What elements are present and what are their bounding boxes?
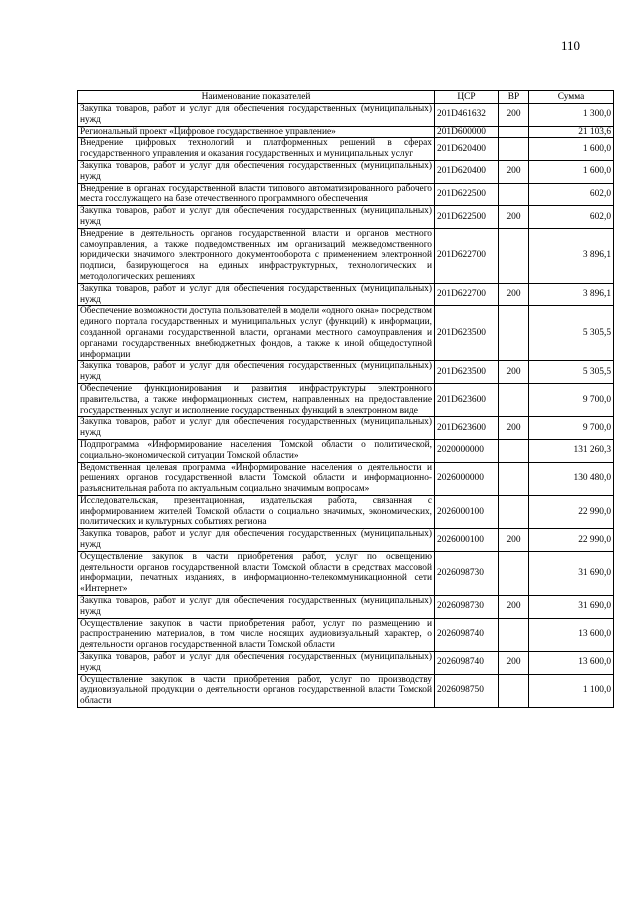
row-sum: 13 600,0 — [529, 618, 614, 651]
row-sum: 602,0 — [529, 206, 614, 229]
row-vr — [499, 228, 529, 283]
row-name: Закупка товаров, работ и услуг для обеспечения государственных (муниципальных) нужд — [78, 104, 435, 127]
table-row — [78, 306, 614, 361]
row-vr: 200 — [499, 529, 529, 552]
row-name: Обеспечение возможности доступа пользователей в модели «одного окна» посредством единого портала государственных и муниципальных услуг (функций) к информации, созданной органами государственной власти, органами местного самоуправления и органами государственных внебюджетных фондов, а также к иной общедоступной информации — [78, 306, 435, 361]
row-csr: 201D622700 — [435, 283, 499, 306]
table-row — [78, 495, 614, 528]
row-sum: 3 896,1 — [529, 228, 614, 283]
table-row — [78, 383, 614, 416]
table-row — [78, 138, 614, 161]
row-csr: 201D622700 — [435, 228, 499, 283]
row-vr: 200 — [499, 361, 529, 384]
row-name: Подпрограмма «Информирование населения Томской области о политической, социально-экономической ситуации Томской области» — [78, 439, 435, 462]
row-vr — [499, 138, 529, 161]
header-vr: ВР — [499, 91, 529, 104]
row-csr: 201D461632 — [435, 104, 499, 127]
table-row — [78, 283, 614, 306]
header-name: Наименование показателей — [78, 91, 435, 104]
row-csr: 201D622500 — [435, 206, 499, 229]
row-name: Осуществление закупок в части приобретения работ, услуг по освещению деятельности органов государственной власти Томской области в средствах массовой информации, печатных изданиях, в информационно-телекоммуникационной сети «Интернет» — [78, 551, 435, 595]
row-csr: 201D622500 — [435, 183, 499, 206]
row-name: Осуществление закупок в части приобретения работ, услуг по размещению и распространению материалов, в том числе носящих аудиовизуальный характер, о деятельности органов государственной власти Томской области — [78, 618, 435, 651]
row-csr: 2026000100 — [435, 529, 499, 552]
row-name: Внедрение в деятельность органов государственной власти и органов местного самоуправления, а также подведомственных им организаций межведомственного юридически значимого электронного документооборота с применением электронной подписи, базирующегося на единых инфраструктурных, технологических и методологических решениях — [78, 228, 435, 283]
table-row — [78, 206, 614, 229]
row-csr: 2020000000 — [435, 439, 499, 462]
budget-table — [77, 90, 614, 708]
row-csr: 201D623600 — [435, 417, 499, 440]
row-vr: 200 — [499, 596, 529, 619]
row-name: Закупка товаров, работ и услуг для обеспечения государственных (муниципальных) нужд — [78, 596, 435, 619]
table-row — [78, 361, 614, 384]
table-row — [78, 618, 614, 651]
row-csr: 2026098740 — [435, 618, 499, 651]
row-csr: 2026098730 — [435, 596, 499, 619]
row-vr — [499, 439, 529, 462]
table-row — [78, 674, 614, 707]
row-name: Закупка товаров, работ и услуг для обеспечения государственных (муниципальных) нужд — [78, 652, 435, 675]
row-sum: 31 690,0 — [529, 551, 614, 595]
row-csr: 2026098750 — [435, 674, 499, 707]
row-name: Внедрение в органах государственной власти типового автоматизированного рабочего места госслужащего на базе отечественного программного обеспечения — [78, 183, 435, 206]
row-name: Закупка товаров, работ и услуг для обеспечения государственных (муниципальных) нужд — [78, 417, 435, 440]
table-row — [78, 228, 614, 283]
table-row — [78, 104, 614, 127]
row-vr — [499, 495, 529, 528]
row-sum: 9 700,0 — [529, 417, 614, 440]
row-sum: 1 600,0 — [529, 138, 614, 161]
row-name: Исследовательская, презентационная, издательская работа, связанная с информированием жителей Томской области о социально значимых, экономических, политических и культурных событиях региона — [78, 495, 435, 528]
row-sum: 13 600,0 — [529, 652, 614, 675]
table-row — [78, 551, 614, 595]
row-vr — [499, 674, 529, 707]
table-row — [78, 439, 614, 462]
row-vr — [499, 383, 529, 416]
row-sum: 5 305,5 — [529, 306, 614, 361]
row-name: Осуществление закупок в части приобретения работ, услуг по производству аудиовизуальной продукции о деятельности органов государственной власти Томской области — [78, 674, 435, 707]
table-row — [78, 417, 614, 440]
table-header-row — [78, 91, 614, 104]
row-sum: 1 100,0 — [529, 674, 614, 707]
row-csr: 2026098730 — [435, 551, 499, 595]
row-vr: 200 — [499, 283, 529, 306]
row-sum: 22 990,0 — [529, 529, 614, 552]
row-csr: 201D623500 — [435, 306, 499, 361]
table-row — [78, 183, 614, 206]
row-csr: 201D623600 — [435, 383, 499, 416]
table-body — [78, 104, 614, 708]
row-name: Закупка товаров, работ и услуг для обеспечения государственных (муниципальных) нужд — [78, 361, 435, 384]
row-csr: 201D620400 — [435, 160, 499, 183]
table-row — [78, 160, 614, 183]
row-csr: 201D600000 — [435, 126, 499, 138]
row-csr: 2026000100 — [435, 495, 499, 528]
row-vr — [499, 306, 529, 361]
row-name: Региональный проект «Цифровое государственное управление» — [78, 126, 435, 138]
row-sum: 31 690,0 — [529, 596, 614, 619]
row-vr — [499, 462, 529, 495]
row-vr — [499, 183, 529, 206]
table-row — [78, 596, 614, 619]
row-csr: 2026098740 — [435, 652, 499, 675]
row-sum: 9 700,0 — [529, 383, 614, 416]
row-name: Внедрение цифровых технологий и платформенных решений в сферах государственного управления и оказания государственных и муниципальных услуг — [78, 138, 435, 161]
row-vr: 200 — [499, 206, 529, 229]
row-vr: 200 — [499, 104, 529, 127]
row-name: Закупка товаров, работ и услуг для обеспечения государственных (муниципальных) нужд — [78, 283, 435, 306]
row-csr: 2026000000 — [435, 462, 499, 495]
table-row — [78, 126, 614, 138]
row-sum: 22 990,0 — [529, 495, 614, 528]
row-vr — [499, 551, 529, 595]
row-name: Закупка товаров, работ и услуг для обеспечения государственных (муниципальных) нужд — [78, 160, 435, 183]
row-csr: 201D623500 — [435, 361, 499, 384]
row-name: Обеспечение функционирования и развития инфраструктуры электронного правительства, а также информационных систем, направленных на предоставление государственных услуг и исполнение государственных функций в электронном виде — [78, 383, 435, 416]
row-vr: 200 — [499, 160, 529, 183]
header-sum: Сумма — [529, 91, 614, 104]
row-vr — [499, 618, 529, 651]
row-sum: 21 103,6 — [529, 126, 614, 138]
row-name: Закупка товаров, работ и услуг для обеспечения государственных (муниципальных) нужд — [78, 529, 435, 552]
row-sum: 3 896,1 — [529, 283, 614, 306]
row-sum: 1 300,0 — [529, 104, 614, 127]
row-sum: 131 260,3 — [529, 439, 614, 462]
row-sum: 1 600,0 — [529, 160, 614, 183]
row-sum: 5 305,5 — [529, 361, 614, 384]
row-vr: 200 — [499, 417, 529, 440]
header-csr: ЦСР — [435, 91, 499, 104]
row-sum: 130 480,0 — [529, 462, 614, 495]
table-row — [78, 529, 614, 552]
table-row — [78, 652, 614, 675]
row-csr: 201D620400 — [435, 138, 499, 161]
table-row — [78, 462, 614, 495]
row-name: Закупка товаров, работ и услуг для обеспечения государственных (муниципальных) нужд — [78, 206, 435, 229]
row-sum: 602,0 — [529, 183, 614, 206]
row-name: Ведомственная целевая программа «Информирование населения о деятельности и решениях органов государственной власти Томской области и информационно-разъяснительная работа по актуальным социально значимым вопросам» — [78, 462, 435, 495]
row-vr: 200 — [499, 652, 529, 675]
row-vr — [499, 126, 529, 138]
page-number: 110 — [560, 38, 580, 53]
